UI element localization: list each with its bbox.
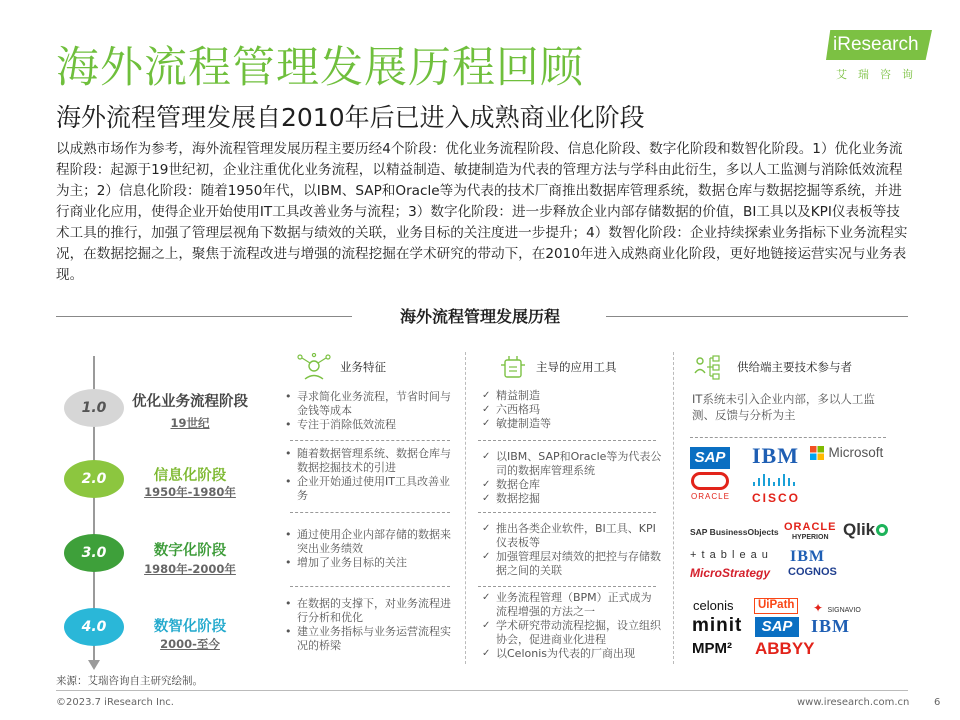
- column-divider-1: [465, 352, 466, 664]
- features-header: [296, 352, 386, 382]
- page-number: 6: [934, 697, 941, 708]
- list-item: ✓ 学术研究带动流程挖掘，设立组织协会，促进商业化进程: [482, 619, 662, 647]
- stage-1-vendors: IT系统未引入企业内部，多以人工监测、反馈与分析为主: [692, 392, 875, 422]
- logo-name: iResearch: [833, 34, 919, 55]
- stage-1-features: [283, 390, 451, 432]
- section-line-right: [606, 316, 908, 317]
- stage-4-num: 4.0: [81, 619, 107, 635]
- toolbox-icon: [498, 352, 528, 382]
- stage-2-name: 信息化阶段: [153, 468, 227, 484]
- list-item: • 增加了业务目标的关注: [283, 556, 451, 570]
- list-item: • 随着数据管理系统、数据仓库与数据挖掘技术的引进: [283, 447, 451, 475]
- oracle-hyperion-label: ORACLE: [784, 521, 837, 533]
- celonis-logo: celonis: [693, 598, 734, 613]
- list-item: ✓ 数据仓库: [482, 478, 662, 492]
- signavio-mark-icon: ✦: [813, 601, 824, 615]
- row-divider: [690, 437, 886, 438]
- vendors-header-label: 供给端主要技术参与者: [737, 360, 852, 374]
- page-title: 海外流程管理发展历程回顾: [56, 43, 584, 93]
- list-item: ✓ 敏捷制造等: [482, 417, 662, 431]
- stage-2-tools: [482, 450, 662, 506]
- list-item: ✓ 数据挖掘: [482, 492, 662, 506]
- list-item: ✓ 以IBM、SAP和Oracle等为代表公司的数据库管理系统: [482, 450, 662, 478]
- iresearch-logo: [826, 28, 934, 88]
- stage-1-num: 1.0: [81, 400, 107, 416]
- list-item: • 建立业务指标与业务运营流程实况的桥梁: [283, 625, 451, 653]
- list-item: ✓ 推出各类企业软件，BI工具、KPI仪表板等: [482, 522, 662, 550]
- row-divider: [478, 512, 656, 513]
- timeline-arrow: [88, 660, 100, 670]
- mpm-logo: MPM²: [692, 640, 732, 657]
- stage-2-badge: [64, 460, 124, 498]
- list-item: ✓ 业务流程管理（BPM）正式成为流程增强的方法之一: [482, 591, 662, 619]
- uipath-logo: UiPath: [754, 598, 798, 614]
- stage-3-badge: [64, 534, 124, 572]
- cognos-label: COGNOS: [788, 566, 837, 578]
- row-divider: [478, 586, 656, 587]
- stage-4-badge: [64, 608, 124, 646]
- hyperion-label: HYPERION: [791, 534, 829, 541]
- stage-2-features: [283, 447, 451, 503]
- cisco-bars-icon: [752, 474, 796, 486]
- list-item: • 专注于消除低效流程: [283, 418, 451, 432]
- oracle-hyperion-logo: [784, 522, 836, 541]
- intro-paragraph: 以成熟市场作为参考，海外流程管理发展历程主要历经4个阶段：优化业务流程阶段、信息化阶段、数字化阶段和数智化阶段。1）优化业务流程阶段：起源于19世纪初，企业注重优化业务流程，以精益制造、敏捷制造为代表的管理方法与学科由此衍生，多以人工监测与消除低效流程为主；2）信息化阶段：随着1950年代，以IBM、SAP和Oracle等为代表的技术厂商推出数据库管理系统，数据仓库与数据挖掘等系统，并进行商业化应用，使得企业开始使用IT工具改善业务与流程；3）数字化阶段：进一步释放企业内部存储数据的价值，BI工具以及KPI仪表板等技术工具的推行，加强了管理层视角下数据与绩效的关联，业务目标的关注度进一步提升；4）数智化阶段：企业持续探索业务指标下业务流程实况，在数据挖掘之上，聚焦于流程改进与增强的流程挖掘在学术研究的带动下，在2010年进入成熟商业化阶段，更好地链接运营实况与业务表现。: [56, 141, 908, 283]
- stage-1-date: 19世纪: [170, 416, 210, 430]
- list-item: ✓ 以Celonis为代表的厂商出现: [482, 647, 662, 661]
- sap-logo-2: SAP: [755, 617, 799, 637]
- cisco-label: CISCO: [752, 491, 801, 505]
- list-item: • 企业开始通过使用IT工具改善业务: [283, 475, 451, 503]
- people-network-icon: [693, 353, 729, 381]
- list-item: ✓ 六西格玛: [482, 403, 662, 417]
- website-link[interactable]: www.iresearch.com.cn: [797, 697, 910, 708]
- ibm-logo: IBM: [752, 443, 799, 468]
- microsoft-logo: [810, 445, 883, 461]
- stage-4-features: [283, 597, 451, 653]
- microsoft-squares-icon: [810, 446, 824, 460]
- row-divider: [478, 440, 656, 441]
- stage-2-date: 1950年-1980年: [144, 485, 236, 499]
- ibm-cognos-label: IBM: [790, 548, 825, 565]
- vendors-header: [693, 352, 852, 382]
- ibm-cognos-logo: [790, 549, 825, 565]
- section-line-left: [56, 316, 352, 317]
- signavio-logo: [813, 600, 861, 616]
- oracle-logo: [691, 472, 730, 501]
- column-divider-2: [673, 352, 674, 664]
- stage-3-date: 1980年-2000年: [144, 562, 236, 576]
- abbyy-logo: ABBYY: [755, 639, 815, 658]
- list-item: ✓ 加强管理层对绩效的把控与存储数据之间的关联: [482, 550, 662, 578]
- stage-1-name: 优化业务流程阶段: [132, 394, 248, 410]
- tableau-logo: + t a b l e a u: [690, 549, 769, 561]
- stage-3-tools: [482, 522, 662, 578]
- row-divider: [290, 586, 450, 587]
- signavio-label: SIGNAVIO: [827, 607, 861, 614]
- features-header-label: 业务特征: [340, 360, 386, 374]
- tools-header: [498, 352, 617, 382]
- qlik-logo: [843, 521, 888, 538]
- cisco-logo: [752, 474, 800, 504]
- ibm-logo-2: IBM: [811, 616, 850, 636]
- source-note: 来源：艾瑞咨询自主研究绘制。: [56, 675, 203, 687]
- stage-3-num: 3.0: [81, 545, 107, 561]
- qlik-q-icon: [876, 524, 888, 536]
- oracle-label: ORACLE: [691, 492, 730, 501]
- sap-logo: SAP: [690, 447, 730, 469]
- tools-header-label: 主导的应用工具: [536, 360, 617, 374]
- stage-3-features: [283, 528, 451, 570]
- footer-divider: [56, 690, 908, 691]
- stage-4-tools: [482, 591, 662, 661]
- list-item: • 在数据的支撑下，对业务流程进行分析和优化: [283, 597, 451, 625]
- qlik-label: Qlik: [843, 520, 876, 539]
- list-item: • 寻求简化业务流程，节省时间与金钱等成本: [283, 390, 451, 418]
- list-item: ✓ 精益制造: [482, 389, 662, 403]
- section-title: 海外流程管理发展历程: [399, 307, 560, 326]
- minit-logo: minit: [692, 615, 743, 636]
- microsoft-label: Microsoft: [828, 445, 884, 461]
- oracle-ring-icon: [691, 472, 729, 490]
- stage-4-date: 2000-至今: [160, 637, 220, 651]
- page-subtitle: 海外流程管理发展自2010年后已进入成熟商业化阶段: [56, 103, 645, 132]
- logo-cn: 艾瑞咨询: [836, 68, 924, 81]
- copyright: ©2023.7 iResearch Inc.: [56, 697, 174, 708]
- sap-businessobjects-logo: SAP BusinessObjects: [690, 527, 779, 537]
- stage-3-name: 数字化阶段: [153, 543, 227, 559]
- stage-2-num: 2.0: [81, 471, 107, 487]
- stage-1-badge: [64, 389, 124, 427]
- row-divider: [290, 512, 450, 513]
- row-divider: [290, 440, 450, 441]
- process-icon: [296, 353, 332, 381]
- microstrategy-logo: MicroStrategy: [690, 566, 771, 580]
- stage-1-tools: [482, 389, 662, 431]
- stage-4-name: 数智化阶段: [153, 619, 227, 635]
- list-item: • 通过使用企业内部存储的数据来突出业务绩效: [283, 528, 451, 556]
